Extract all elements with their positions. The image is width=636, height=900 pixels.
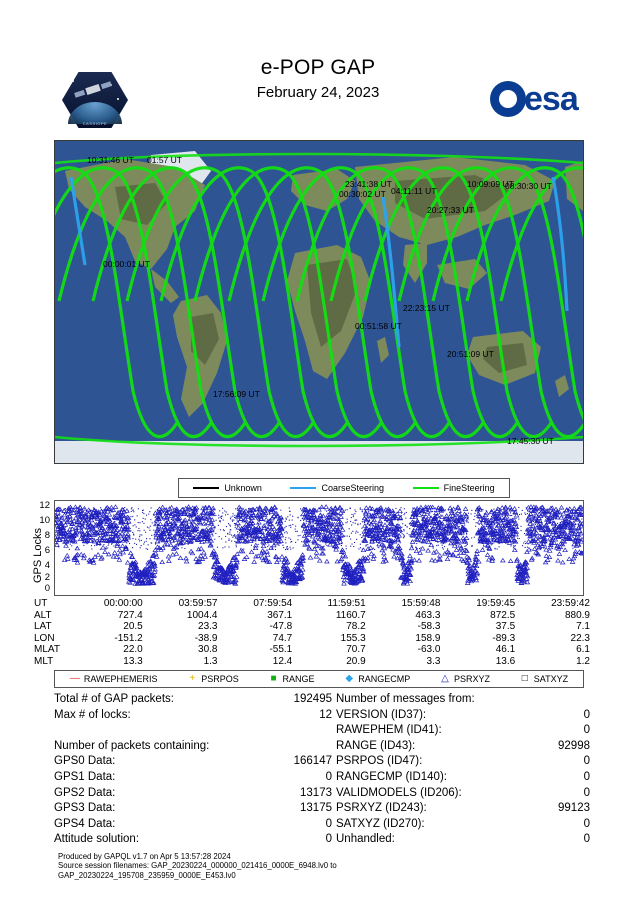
line-swatch-icon — [193, 487, 219, 489]
legend-label: CoarseSteering — [321, 483, 385, 493]
cell: 367.1 — [267, 609, 293, 621]
footer — [58, 852, 598, 880]
legend-item-range — [269, 674, 315, 684]
y-tick: 8 — [44, 530, 50, 541]
stat-label: RANGECMP (ID140): — [336, 770, 447, 783]
legend-label: RANGE — [282, 674, 315, 684]
diamond-marker-icon: ◆ — [345, 673, 354, 684]
stat-label: VALIDMODELS (ID206): — [336, 786, 462, 799]
stat-label: Number of packets containing: — [54, 739, 210, 752]
stat-label: SATXYZ (ID270): — [336, 817, 425, 830]
stat-label: PSRXYZ (ID243): — [336, 802, 427, 815]
stat-value: 0 — [325, 833, 332, 846]
cell: 00:00:00 — [103, 598, 143, 609]
row-key: MLT — [34, 655, 54, 667]
cell: -38.9 — [194, 632, 218, 644]
footer-line: Produced by GAPQL v1.7 on Apr 5 13:57:28 2024 — [58, 852, 231, 861]
table-row — [32, 598, 592, 610]
legend-item-psrpos — [187, 674, 239, 684]
stat-label: GPS3 Data: — [54, 802, 116, 815]
legend-label: RAWEPHEMERIS — [83, 674, 158, 684]
row-key: LAT — [34, 621, 52, 633]
track-label: 08:30:30 UT — [505, 181, 552, 191]
table-row — [32, 656, 592, 668]
statistics-right-column — [336, 692, 590, 848]
footer-line: GAP_20230224_195708_235959_0000E_E453.lv0 — [58, 870, 236, 880]
track-label: 10:09:09 UT — [467, 179, 514, 189]
square-filled-marker-icon: ■ — [270, 673, 277, 684]
table-row — [32, 621, 592, 633]
stat-row — [54, 770, 332, 786]
legend-item-psrxyz — [440, 674, 490, 684]
line-swatch-icon: — — [69, 673, 80, 684]
stat-value: 12 — [319, 708, 332, 721]
stat-row — [54, 739, 332, 755]
mission-patch-icon — [62, 72, 128, 128]
cell: 70.7 — [346, 644, 366, 656]
row-key: UT — [34, 598, 48, 609]
stat-value: 0 — [583, 755, 590, 768]
gps-locks-scatter-svg — [55, 501, 583, 595]
row-key: LON — [34, 632, 55, 644]
world-map-svg — [55, 141, 583, 463]
track-label: 17:56:09 UT — [213, 389, 260, 399]
stat-label: GPS4 Data: — [54, 817, 116, 830]
cell: -47.8 — [269, 621, 293, 633]
y-tick: 10 — [39, 515, 50, 526]
cell: 13.3 — [123, 655, 143, 667]
stat-value: 92998 — [558, 739, 590, 752]
ground-track-map — [54, 140, 584, 464]
track-label: 22:23:15 UT — [403, 303, 450, 313]
triangle-marker-icon: △ — [441, 673, 449, 684]
track-label: 00:30:02 UT — [339, 189, 386, 199]
track-label: 23:41:38 UT — [345, 179, 392, 189]
stat-label: GPS2 Data: — [54, 786, 116, 799]
stat-value: 0 — [325, 770, 332, 783]
legend-label: RANGECMP — [358, 674, 411, 684]
stat-row — [54, 708, 332, 724]
y-tick: 6 — [44, 545, 50, 556]
cell: 78.2 — [346, 621, 366, 633]
cell: 11:59:51 — [327, 598, 366, 609]
stat-row — [336, 817, 590, 833]
stat-row — [336, 832, 590, 848]
stat-label: Unhandled: — [336, 833, 395, 846]
cell: 3.3 — [426, 655, 441, 667]
row-key: ALT — [34, 609, 52, 621]
cell: 20.9 — [346, 655, 366, 667]
stat-value: 0 — [325, 817, 332, 830]
cell: -151.2 — [114, 632, 143, 644]
statistics-left-column — [54, 692, 332, 848]
cell: 19:59:45 — [476, 598, 516, 609]
track-label: 10:31:46 UT — [87, 155, 134, 165]
track-label: 20:27:33 UT — [427, 205, 474, 215]
cell: 22.3 — [570, 632, 590, 644]
legend-label: PSRXYZ — [454, 674, 491, 684]
cell: -55.1 — [269, 644, 293, 656]
gps-locks-y-ticks — [34, 500, 52, 594]
legend-item-finesteering — [413, 483, 495, 493]
cell: 155.3 — [340, 632, 366, 644]
stat-value: 0 — [583, 708, 590, 721]
stat-label: RANGE (ID43): — [336, 739, 416, 752]
orbit-parameter-table — [32, 598, 592, 668]
stat-row — [54, 832, 332, 848]
stat-value: 0 — [583, 833, 590, 846]
cell: 30.8 — [198, 644, 218, 656]
cell: -89.3 — [492, 632, 516, 644]
y-tick: 4 — [44, 560, 50, 571]
line-swatch-icon — [290, 487, 316, 489]
cell: 1.2 — [576, 655, 590, 667]
stat-label: Max # of locks: — [54, 708, 131, 721]
track-label: 01:57 UT — [147, 155, 182, 165]
plus-marker-icon: + — [189, 673, 196, 684]
stat-row — [336, 770, 590, 786]
cell: 463.3 — [415, 609, 441, 621]
stat-row — [54, 801, 332, 817]
stat-label: Total # of GAP packets: — [54, 693, 174, 705]
stat-value: 0 — [583, 786, 590, 799]
stat-label: Attitude solution: — [54, 833, 140, 846]
cell: 37.5 — [495, 621, 516, 633]
stat-value: 192495 — [293, 693, 332, 705]
esa-logo-icon: esa — [490, 78, 600, 122]
legend-item-coarsesteering — [290, 483, 384, 493]
legend-item-rangecmp — [344, 674, 410, 684]
y-tick: 2 — [44, 572, 50, 583]
cell: 03:59:57 — [178, 598, 218, 609]
stat-label: PSRPOS (ID47): — [336, 755, 423, 768]
track-label: 17:45:30 UT — [507, 436, 554, 446]
footer-line: Source session filenames: GAP_20230224_000000_021416_0000E_6948.lv0 to — [58, 861, 337, 871]
stat-row — [336, 739, 590, 755]
legend-item-unknown — [193, 483, 262, 493]
cell: 1160.7 — [335, 609, 366, 621]
track-label: 20:51:09 UT — [447, 349, 494, 359]
mission-patch-label: CASSIOPE — [82, 121, 108, 126]
stat-row — [336, 801, 590, 817]
page-title: e-POP GAP — [260, 56, 376, 79]
gps-locks-plot — [54, 500, 584, 596]
stat-row — [54, 692, 332, 708]
cell: 22.0 — [123, 644, 143, 656]
message-type-legend — [54, 670, 584, 688]
stat-row — [336, 723, 590, 739]
stat-value: 0 — [583, 817, 590, 830]
spacer — [54, 723, 332, 739]
cell: 23.3 — [198, 621, 218, 633]
cell: 6.1 — [576, 644, 590, 656]
stat-label: GPS0 Data: — [54, 755, 116, 768]
cell: -63.0 — [417, 644, 441, 656]
stat-value: 166147 — [293, 755, 332, 768]
line-swatch-icon — [413, 487, 439, 489]
stat-value: 13173 — [300, 786, 332, 799]
legend-item-satxyz — [520, 674, 568, 684]
cell: 727.4 — [117, 609, 143, 621]
cell: 13.6 — [495, 655, 516, 667]
stat-row — [54, 754, 332, 770]
cell: 07:59:54 — [253, 598, 293, 609]
stat-row — [336, 708, 590, 724]
legend-label: PSRPOS — [201, 674, 239, 684]
cell: 23:59:42 — [551, 598, 590, 609]
legend-label: FineSteering — [443, 483, 495, 493]
y-tick: 12 — [39, 500, 50, 511]
track-label: 04:11:11 UT — [391, 186, 437, 196]
cell: 872.5 — [490, 609, 516, 621]
track-label: 00:00:01 UT — [103, 259, 150, 269]
cell: 20.5 — [123, 621, 143, 633]
cell: 7.1 — [576, 621, 590, 633]
table-row — [32, 610, 592, 622]
table-row — [32, 644, 592, 656]
cell: 1004.4 — [186, 609, 218, 621]
stat-value: 99123 — [558, 802, 590, 815]
stat-row — [336, 786, 590, 802]
cell: -58.3 — [417, 621, 441, 633]
y-tick: 0 — [44, 583, 50, 594]
row-key: MLAT — [34, 644, 60, 656]
gps-locks-axis-title: GPS Locks — [32, 527, 44, 583]
stat-label: Number of messages from: — [336, 693, 475, 705]
stat-value: 13175 — [300, 802, 332, 815]
cell: 12.4 — [272, 655, 293, 667]
stat-row — [336, 754, 590, 770]
cell: 46.1 — [495, 644, 516, 656]
square-open-marker-icon: □ — [521, 673, 528, 684]
stat-value: 0 — [583, 770, 590, 783]
cell: 1.3 — [203, 655, 218, 667]
cell: 74.7 — [272, 632, 293, 644]
cell: 158.9 — [415, 632, 441, 644]
map-legend — [178, 478, 510, 498]
cell: 15:59:48 — [401, 598, 441, 609]
stat-label: VERSION (ID37): — [336, 708, 427, 721]
page-date: February 24, 2023 — [256, 84, 380, 101]
legend-label: SATXYZ — [533, 674, 569, 684]
legend-label: Unknown — [224, 483, 262, 493]
stat-value: 0 — [583, 724, 590, 737]
cell: 880.9 — [564, 609, 590, 621]
stat-row — [54, 817, 332, 833]
table-row — [32, 633, 592, 645]
stat-label: GPS1 Data: — [54, 770, 116, 783]
stat-row — [336, 692, 590, 708]
legend-item-rawephemeris — [70, 674, 158, 684]
stat-row — [54, 786, 332, 802]
stat-label: RAWEPHEM (ID41): — [336, 724, 442, 737]
track-label: 00:51:58 UT — [355, 321, 402, 331]
